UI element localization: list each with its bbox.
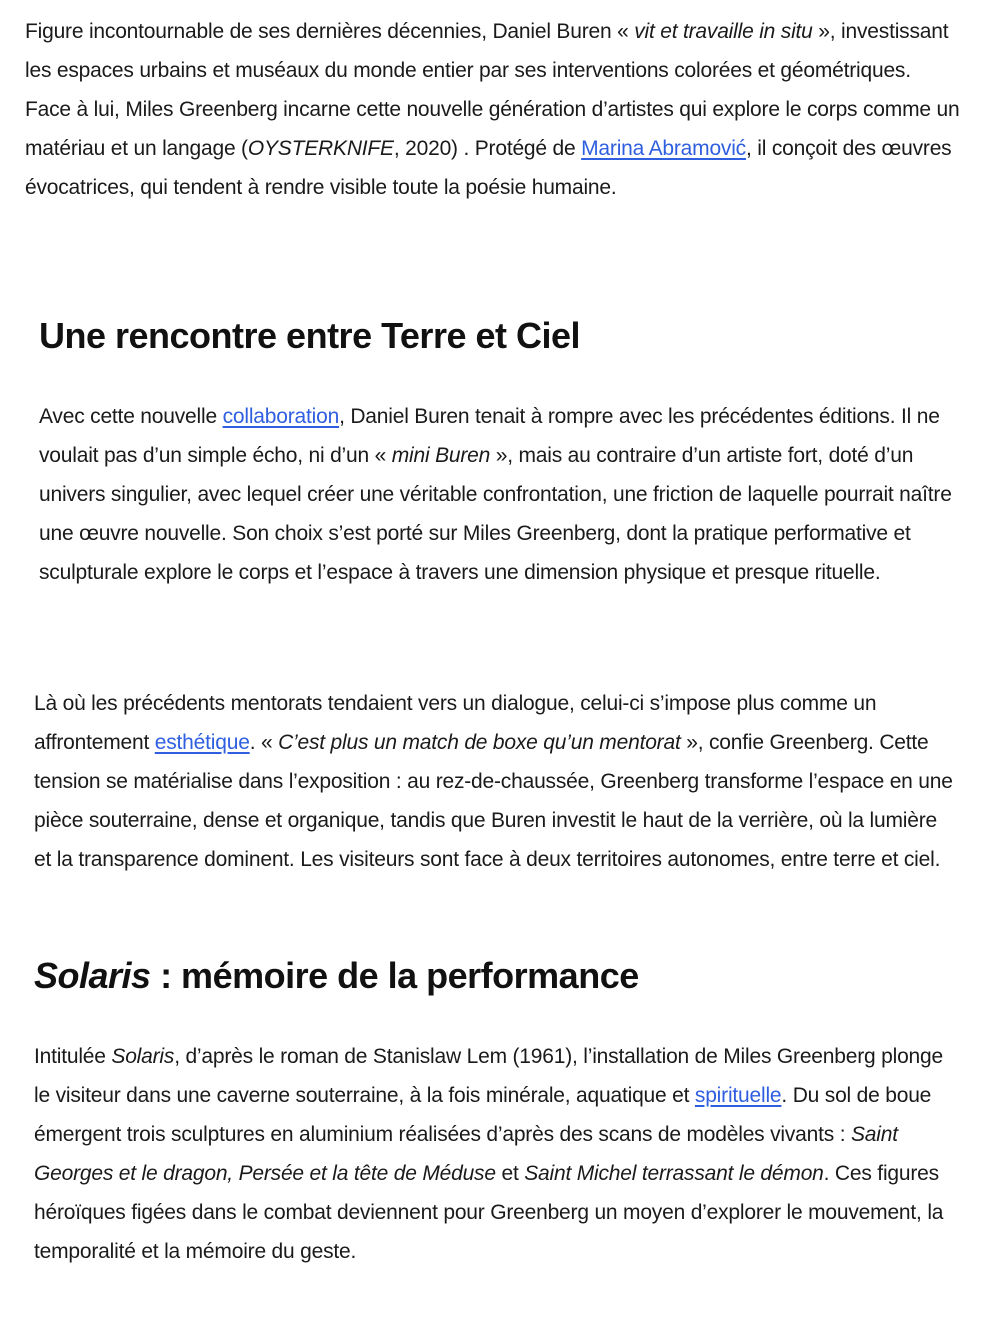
marina-abramovic-link[interactable]: Marina Abramović [581,137,746,160]
intro-paragraph [25,12,960,207]
text-segment: , 2020) . Protégé de [393,137,582,160]
text-segment: et [495,1162,525,1185]
text-segment: », mais au contraire d’un artiste fort, doté d’un univers singulier, avec lequel créer une véritable confrontation, une friction de laquelle pourrait naître une œuvre nouvelle. Son choix s’est porté sur Miles Greenberg, dont la pratique performative et sculpturale explore le corps et l’espace à travers une dimension physique et presque rituelle. [39,444,952,584]
text-segment: , il conçoit des œuvres évocatrices, qui tendent à rendre visible toute la poésie humaine. [25,137,952,199]
text-segment: , d’après le roman de Stanislaw Lem (1961), l’installation de Miles Greenberg plonge le visiteur dans une caverne souterraine, à la fois minérale, aquatique et [34,1045,943,1107]
text-segment: . « [249,731,279,754]
collaboration-link[interactable]: collaboration [222,405,340,428]
italic-title: OYSTERKNIFE [247,137,394,160]
heading-italic-title: Solaris [34,955,151,996]
section1-paragraph-1 [39,397,959,592]
text-segment: Avec cette nouvelle [39,405,223,428]
italic-phrase: vit et travaille in situ [634,20,813,43]
italic-title: Solaris [111,1045,175,1068]
section2-paragraph-1 [34,1037,959,1271]
text-segment: , Daniel Buren tenait à rompre avec les précédentes éditions. Il ne voulait pas d’un simple écho, ni d’un « [39,405,940,467]
heading-text: : mémoire de la performance [150,955,639,996]
text-segment: . Ces figures héroïques figées dans le combat deviennent pour Greenberg un moyen d’explorer le mouvement, la temporalité et la mémoire du geste. [34,1162,944,1263]
esthetique-link[interactable]: esthétique [154,731,250,754]
text-segment: . Du sol de boue émergent trois sculptures en aluminium réalisées d’après des scans de modèles vivants : [34,1084,932,1146]
italic-quote: C’est plus un match de boxe qu’un mentorat [278,731,681,754]
italic-title: Saint Michel terrassant le démon [524,1162,824,1185]
spirituelle-link[interactable]: spirituelle [694,1084,782,1107]
section-heading-solaris [34,954,959,998]
text-segment: Figure incontournable de ses dernières décennies, Daniel Buren « [25,20,635,43]
italic-phrase: mini Buren [391,444,491,467]
text-segment: Intitulée [34,1045,112,1068]
italic-titles: Saint Georges et le dragon, Persée et la tête de Méduse [34,1123,898,1185]
text-segment: », confie Greenberg. Cette tension se matérialise dans l’exposition : au rez-de-chaussée, Greenberg transforme l’espace en une pièce souterraine, dense et organique, tandis que Buren investit le haut de la verrière, où la lumière et la transparence dominent. Les visiteurs sont face à deux territoires autonomes, entre terre et ciel. [34,731,953,871]
section1-paragraph-2 [34,684,959,879]
section-heading-terre-ciel: Une rencontre entre Terre et Ciel [39,315,581,356]
text-segment: Là où les précédents mentorats tendaient vers un dialogue, celui-ci s’impose plus comme un affrontement [34,692,877,754]
text-segment: », investissant les espaces urbains et muséaux du monde entier par ses interventions colorées et géométriques. Face à lui, Miles Greenberg incarne cette nouvelle génération d’artistes qui explore le corps comme un matériau et un langage ( [25,20,960,160]
